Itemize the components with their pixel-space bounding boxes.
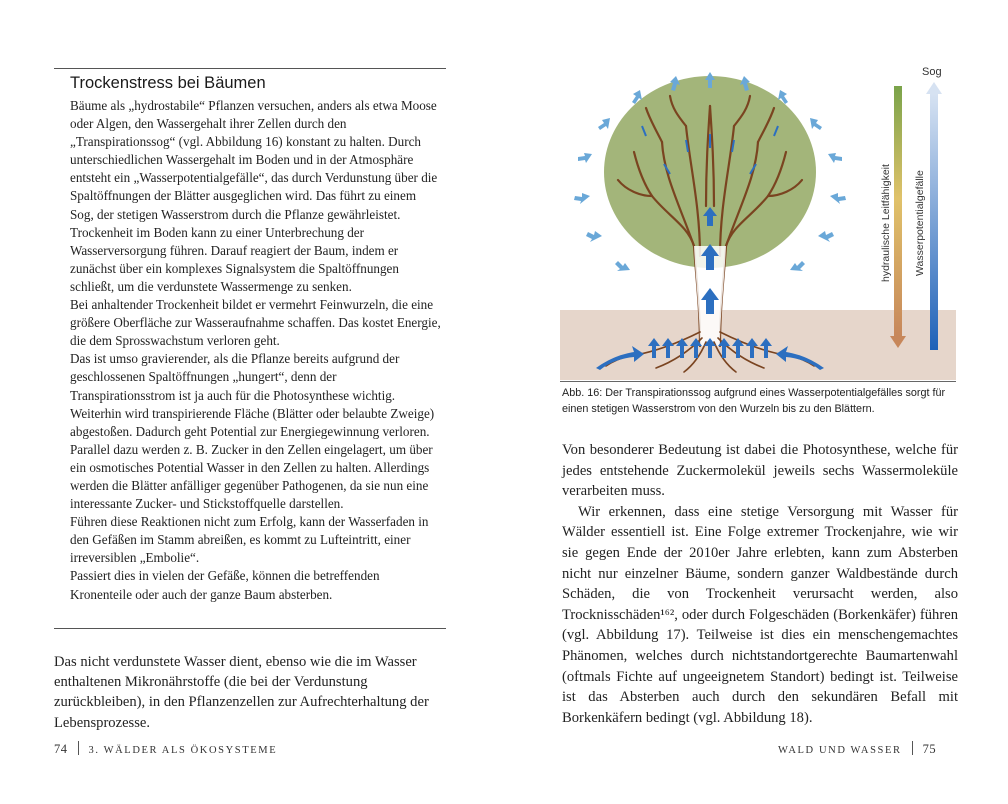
hydraulic-gradient-bar xyxy=(894,86,902,336)
page-number-right: 75 xyxy=(922,742,937,756)
tree-crown xyxy=(604,76,816,268)
folio-left xyxy=(54,741,277,757)
potential-label: Wasserpotentialgefälle xyxy=(914,170,926,276)
infobox-paragraph: Trockenheit im Boden kann zu einer Unterbrechung der Wasserversorgung führen. Darauf reagiert der Baum, indem er zunächst über ein komplexes Signalsystem die Spaltöffnungen schließt, um die verdunstete Wassermenge zu senken. xyxy=(70,224,399,294)
infobox-paragraph: Passiert dies in vielen der Gefäße, können die betreffenden Kronenteile oder auch der ganze Baum absterben. xyxy=(70,568,380,602)
folio-right xyxy=(778,741,936,757)
infobox-paragraph: Führen diese Reaktionen nicht zum Erfolg, kann der Wasserfaden in den Gefäßen im Stamm abreißen, es kommt zu Lufteintritt, einer irreversiblen „Embolie“. xyxy=(70,514,429,566)
paragraph: Von besonderer Bedeutung ist dabei die Photosynthese, welche für jedes entstehende Zuckermolekül jeweils sechs Wassermoleküle verarbeiten muss. xyxy=(562,442,958,500)
infobox-paragraph: Weiterhin wird transpirierende Fläche (Blätter oder belaubte Zweige) abgestoßen. Dadurch geht Potential zur Energiegewinnung verloren. xyxy=(70,405,435,439)
folio-divider xyxy=(78,741,79,755)
infobox-top-rule xyxy=(54,68,446,69)
folio-divider xyxy=(912,741,913,755)
tree-diagram xyxy=(560,56,956,386)
figure-caption: Abb. 16: Der Transpirationssog aufgrund eines Wasserpotentialgefälles sorgt für einen stetigen Wasserstrom von den Wurzeln bis zu den Blättern. xyxy=(562,387,946,415)
paragraph: Wir erkennen, dass eine stetige Versorgung mit Wasser für Wälder essentiell ist. Eine Folge extremer Trockenjahre, wie wir sie gegen Ende der 2010er Jahre erlebten, kann zum Absterben nicht nur einzelner Bäume, sondern ganzer Waldbestände durch Schäden, die von Trockenheit verursacht werden, also Trocknisschäden¹⁶², oder durch Folgeschäden (Borkenkäfer) führen (vgl. Abbildung 17). Teilweise ist dies ein menschengemachtes Phänomen, welches durch nichtstandortgerechte Baumartenwahl (oftmals Fichte auf ungeeignetem Standort) bedingt ist. Teilweise ist das Absterben auch durch den sekundären Befall mit Borkenkäfern bedingt (vgl. Abbildung 18). xyxy=(562,503,958,726)
hydraulic-label: hydraulische Leitfähigkeit xyxy=(880,164,892,282)
infobox-paragraph: Das ist umso gravierender, als die Pflanze bereits aufgrund der geschlossenen Spaltöffnungen „hungert“, denn der Transpirationsstrom ist ja auch für die Photosynthese wichtig. xyxy=(70,351,400,403)
infobox-text xyxy=(70,97,442,604)
infobox-paragraph: Bei anhaltender Trockenheit bildet er vermehrt Feinwurzeln, die eine größere Oberfläche zur Wasseraufnahme schaffen. Das kostet Energie, die dem Sprosswachstum verloren geht. xyxy=(70,297,441,349)
infobox-paragraph: Bäume als „hydrostabile“ Pflanzen versuchen, anders als etwa Moose oder Algen, den Wassergehalt ihrer Zellen durch den „Transpirationssog“ (vgl. Abbildung 16) konstant zu halten. Durch unterschiedlichen Wassergehalt im Boden und in der Atmosphäre entsteht ein „Wasserpotentialgefälle“, das durch Verdunstung über die Spaltöffnungen der Blätter ausgeglichen wird. Das führt zu einem Sog, der stetigen Wasserstrom durch die Pflanze gewährleistet. xyxy=(70,98,438,222)
infobox-paragraph: Parallel dazu werden z. B. Zucker in den Zellen eingelagert, um über ein osmotisches Potential Wasser in den Zellen zu halten. Allerdings werden die Blätter anfälliger gegenüber Pathogenen, da sie nun eine interessante Zucker- und Stickstoffquelle darstellen. xyxy=(70,441,433,512)
infobox-bottom-rule xyxy=(54,628,446,629)
running-head: WALD UND WASSER xyxy=(778,745,902,756)
chapter-title: 3. WÄLDER ALS ÖKOSYSTEME xyxy=(88,745,278,756)
body-text-left: Das nicht verdunstete Wasser dient, ebenso wie die im Wasser enthaltenen Mikronährstoffe (die bei der Verdunstung zurückbleiben), in den Pflanzenzellen zur Aufrechterhaltung der Lebensprozesse. xyxy=(54,654,429,731)
body-text-right xyxy=(562,440,958,728)
infobox-title: Trockenstress bei Bäumen xyxy=(70,74,266,92)
figure-rule xyxy=(560,381,956,382)
sog-label: Sog xyxy=(922,66,942,78)
potential-gradient-bar xyxy=(930,94,938,350)
page-number-left: 74 xyxy=(54,742,68,756)
figure-transpiration xyxy=(560,56,956,386)
